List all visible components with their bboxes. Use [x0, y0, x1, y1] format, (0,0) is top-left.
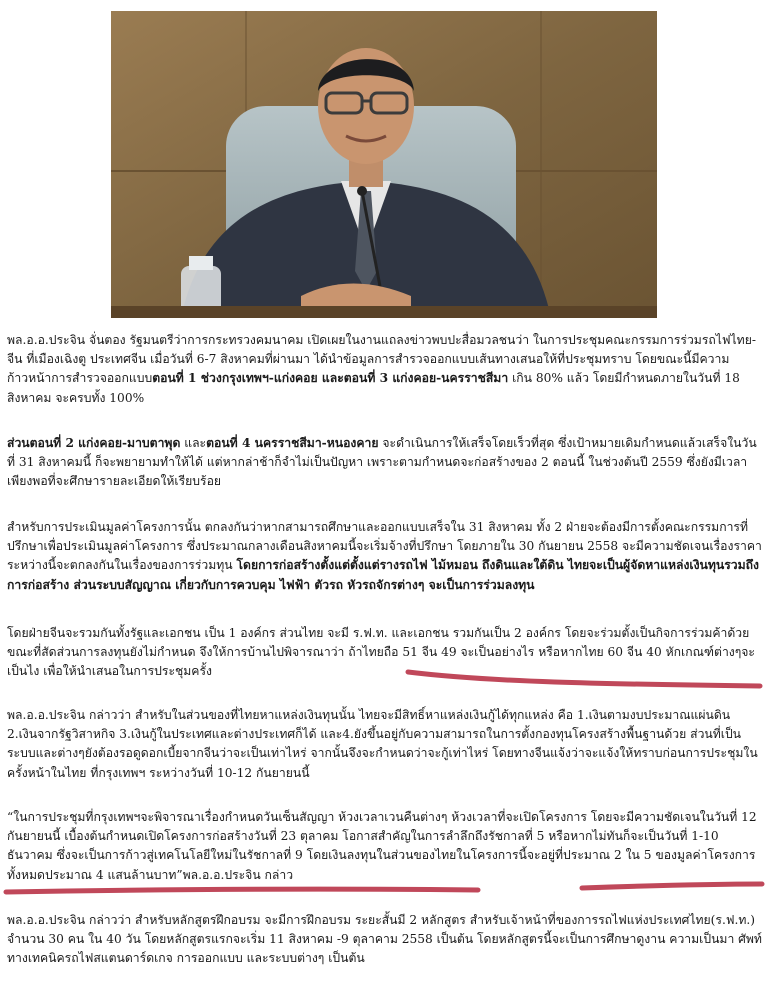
paragraph-4 — [7, 624, 763, 682]
person-press-conference-photo — [111, 11, 657, 318]
paragraph-3-text: สำหรับการประเมินมูลค่าโครงการนั้น ตกลงกันว่าหากสามารถศึกษาและออกแบบเสร็จใน 31 สิงหาคม ทั้ง 2 ฝ่ายจะต้องมีการตั้งคณะกรรมการที่ปรึกษาเพื่อประเมินมูลค่าโครงการ ซึ่งประมาณกลางเดือนสิงหาคมนี้จะเริ่มจ้างที่ปรึกษา โดยภายใน 30 กันยายน 2558 จะมีความชัดเจนเรื่องราคา ระหว่างนี้จะตกลงกันในเรื่องของการร่วมทุน — [7, 520, 762, 573]
paragraph-1-text: พล.อ.อ.ประจิน จั่นตอง รัฐมนตรีว่าการกระทรวงคมนาคม เปิดเผยในงานแถลงข่าวพบปะสื่อมวลชนว่า ในการประชุมคณะกรรมการร่วมรถไฟไทย-จีน ที่เมืองเฉิงตู ประเทศจีน เมื่อวันที่ 6-7 สิงหาคมที่ผ่านมา ได้นำข้อมูลการสำรวจออกแบบเส้นทางเสนอให้ที่ประชุมทราบ โดยขณะนี้มีความก้าวหน้าการสำรวจออกแบบ — [7, 333, 756, 386]
paragraph-7 — [7, 911, 763, 969]
paragraph-2-bold: ตอนที่ 4 นครราชสีมา-หนองคาย — [206, 436, 379, 450]
article-photo — [111, 11, 657, 318]
paragraph-2-bold-start: ส่วนตอนที่ 2 แก่งคอย-มาบตาพุด — [7, 436, 181, 450]
paragraph-7-text: พล.อ.อ.ประจิน กล่าวว่า สำหรับหลักสูตรฝึกอบรม จะมีการฝึกอบรม ระยะสั้นมี 2 หลักสูตร สำหรับเจ้าหน้าที่ของการรถไฟแห่งประเทศไทย(ร.ฟ.ท.) จำนวน 30 คน ใน 40 วัน โดยหลักสูตรแรกจะเริ่ม 11 สิงหาคม -9 ตุลาคาม 2558 เป็นต้น โดยหลักสูตรนี้จะเป็นการศึกษาดูงาน ความเป็นมา ศัพท์ทางเทคนิครถไฟสแตนดาร์ดเกจ การออกแบบ และระบบต่างๆ เป็นต้น — [7, 913, 762, 966]
paragraph-5 — [7, 706, 763, 783]
paragraph-6-text: “ในการประชุมที่กรุงเทพฯจะพิจารณาเรื่องกำหนดวันเซ็นสัญญา ห้วงเวลาเวนคืนต่างๆ ห้วงเวลาที่จะเปิดโครงการ โดยจะมีความชัดเจนในวันที่ 12 กันยายนนี้ เบื้องต้นกำหนดเปิดโครงการก่อสร้างวันที่ 23 ตุลาคม โอกาสสำคัญในการลำลึกถึงรัชกาลที่ 5 หรือหากไม่ทันก็จะเป็นวันที่ 1-10 ธันวาคม ซึ่งจะเป็นการก้าวสู่เทคโนโลยีใหม่ในรัชกาลที่ 9 โดยเงินลงทุนในส่วนของไทยในโครงการนี้จะอยู่ที่ประมาณ 2 ใน 5 ของมูลค่าโครงการทั้งหมดประมาณ 4 แสนล้านบาท”พล.อ.อ.ประจิน กล่าว — [7, 810, 757, 882]
paragraph-2-text: และ — [180, 436, 207, 450]
paragraph-1-bold: ตอนที่ 1 ช่วงกรุงเทพฯ-แก่งคอย และตอนที่ 3 แก่งคอย-นครราชสีมา — [152, 371, 509, 386]
paragraph-2 — [7, 434, 763, 492]
paragraph-6 — [7, 808, 763, 885]
paragraph-4-text: โดยฝ่ายจีนจะรวมกันทั้งรัฐและเอกชน เป็น 1 องค์กร ส่วนไทย จะมี ร.ฟ.ท. และเอกชน รวมกันเป็น 2 องค์กร โดยจะร่วมตั้งเป็นกิจการร่วมค้าด้วย ขณะที่สัดส่วนการลงทุนยังไม่กำหนด จึงให้การบ้านไปพิจารณาว่า ถ้าไทยถือ 51 จีน 49 จะเป็นอย่างไร หรือหากไทย 60 จีน 40 หักเกณฑ์ต่างๆจะเป็นไง เพื่อให้นำเสนอในการประชุมครั้ง — [7, 626, 755, 679]
paragraph-1 — [7, 331, 763, 408]
paragraph-3-bold: โดยการก่อสร้างตั้งแต่ตั้งแต่รางรถไฟ ไม้หมอน ถึงดินและใต้ดิน ไทยจะเป็นผู้จัดหาแหล่งเงินทุนรวมถึงการก่อสร้าง ส่วนระบบสัญญาณ เกี่ยวกับการควบคุม ไฟฟ้า ตัวรถ หัวรถจักรต่างๆ จะเป็นการร่วมลงทุน — [7, 558, 760, 592]
paragraph-5-text: พล.อ.อ.ประจิน กล่าวว่า สำหรับในส่วนของที่ไทยหาแหล่งเงินทุนนั้น ไทยจะมีสิทธิ์หาแหล่งเงินกู้ได้ทุกแหล่ง คือ 1.เงินตามงบประมาณแผ่นดิน 2.เงินจากรัฐวิสาหกิจ 3.เงินกู้ในประเทศและต่างประเทศก็ได้ และ4.ยังขึ้นอยู่กับความสามารถในการตั้งกองทุนโครงสร้างพื้นฐานด้วย ส่วนที่เป็นระบบและต่างๆยังต้องรอดูดอกเบี้ยจากจีนว่าจะเป็นเท่าไหร่ จากนั้นจึงจะกำหนดว่าจะกู้เท่าไหร่ โดยทางจีนแจ้งว่าจะแจ้งให้ทราบก่อนการประชุมในครั้งหน้าในไทย ที่กรุงเทพฯ ระหว่างวันที่ 10-12 กันยายนนี้ — [7, 708, 758, 780]
paragraph-1-text-end: เกิน 80% แล้ว โดยมีกำหนดภายในวันที่ 18 สิงหาคม จะครบทั้ง 100% — [7, 371, 740, 405]
paragraph-2-text-end: จะดำเนินการให้เสร็จโดยเร็วที่สุด ซึ่งเป้าหมายเดิมกำหนดแล้วเสร็จในวันที่ 31 สิงหาคมนี้ ก็จะพยายามทำให้ได้ แต่หากล่าช้าก็จำไม่เป็นปัญหา เพราะตามกำหนดจะก่อสร้างของ 2 ตอนนี้ ในช่วงต้นปี 2559 ซึ่งยังมีเวลาเพียงพอที่จะศึกษารายละเอียดให้เรียบร้อย — [7, 436, 757, 489]
paragraph-3 — [7, 518, 763, 595]
